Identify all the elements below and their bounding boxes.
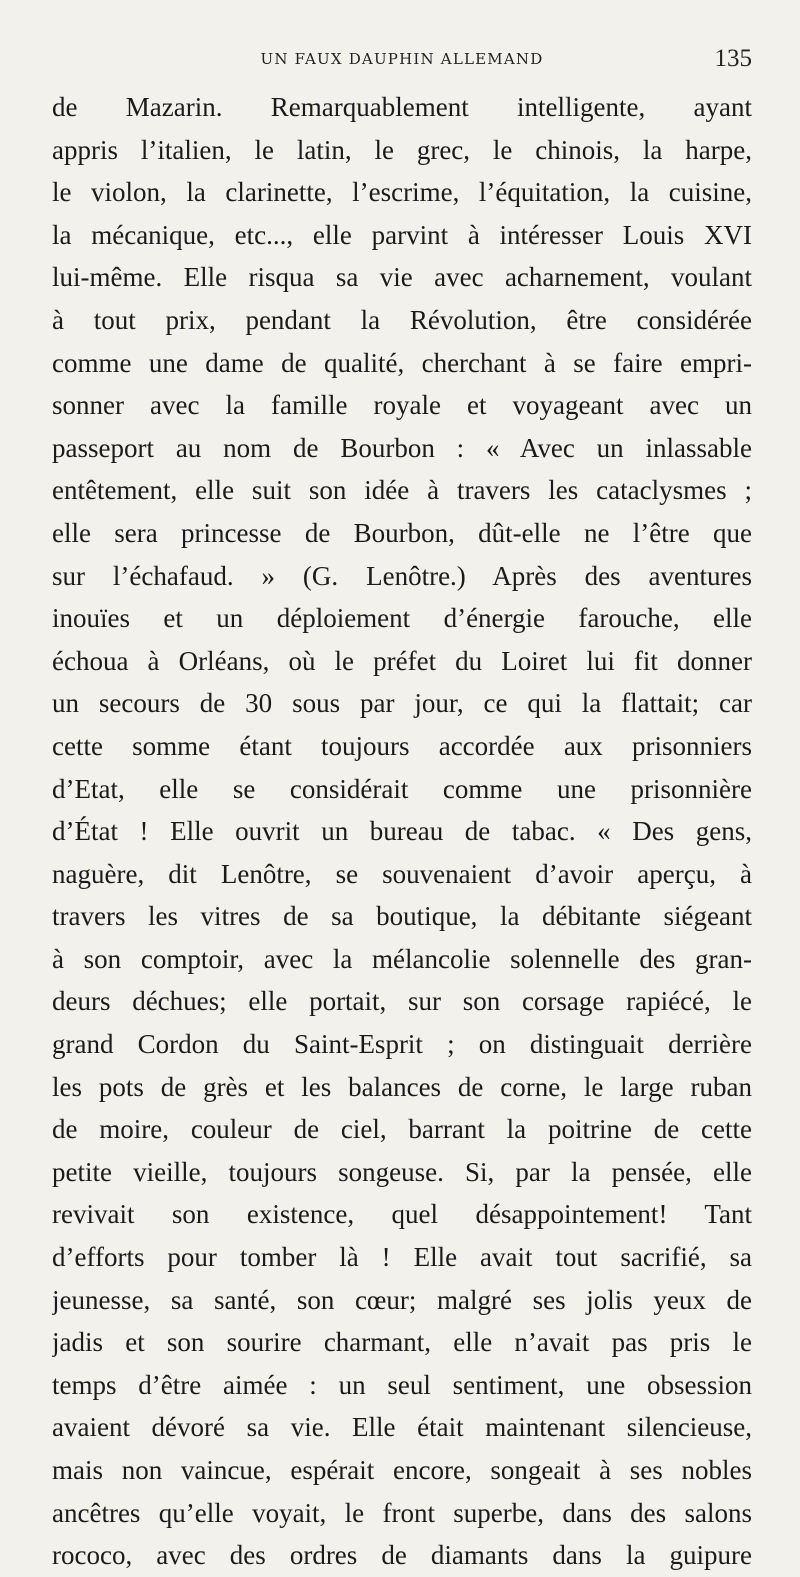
text-line: échoua à Orléans, où le préfet du Loiret lui fit donner bbox=[52, 645, 752, 676]
body-text bbox=[52, 86, 752, 1577]
running-head bbox=[52, 44, 752, 74]
text-line: mais non vaincue, espérait encore, songeait à ses nobles bbox=[52, 1455, 752, 1485]
text-line: elle sera princesse de Bourbon, dût-elle ne l’être que bbox=[52, 517, 752, 548]
text-line: de moire, couleur de ciel, barrant la poitrine de cette bbox=[52, 1114, 752, 1145]
text-line: le violon, la clarinette, l’escrime, l’équitation, la cuisine, bbox=[52, 177, 752, 208]
text-line: petite vieille, toujours songeuse. Si, par la pensée, elle bbox=[52, 1156, 752, 1187]
text-line: rococo, avec des ordres de diamants dans la guipure bbox=[52, 1540, 752, 1571]
text-line: ancêtres qu’elle voyait, le front superbe, dans des salons bbox=[52, 1497, 752, 1528]
text-line: sur l’échafaud. » (G. Lenôtre.) Après des aventures bbox=[52, 560, 752, 591]
text-line: de Mazarin. Remarquablement intelligente, ayant bbox=[52, 92, 752, 122]
text-line: jadis et son sourire charmant, elle n’avait pas pris le bbox=[52, 1327, 752, 1358]
text-line: d’efforts pour tomber là ! Elle avait tout sacrifié, sa bbox=[52, 1242, 752, 1273]
text-line: d’État ! Elle ouvrit un bureau de tabac. « Des gens, bbox=[52, 816, 752, 847]
text-line: passeport au nom de Bourbon : « Avec un inlassable bbox=[52, 432, 752, 463]
text-line: cette somme étant toujours accordée aux prisonniers bbox=[52, 730, 752, 761]
text-line: revivait son existence, quel désappointement! Tant bbox=[52, 1199, 752, 1230]
text-line: la mécanique, etc..., elle parvint à intéresser Louis XVI bbox=[52, 219, 752, 250]
text-line: les pots de grès et les balances de corne, le large ruban bbox=[52, 1071, 752, 1102]
text-line: entêtement, elle suit son idée à travers les cataclysmes ; bbox=[52, 475, 752, 506]
text-line: sonner avec la famille royale et voyageant avec un bbox=[52, 390, 752, 421]
text-line: temps d’être aimée : un seul sentiment, une obsession bbox=[52, 1369, 752, 1400]
text-line: avaient dévoré sa vie. Elle était maintenant silencieuse, bbox=[52, 1412, 752, 1443]
text-line: inouïes et un déploiement d’énergie farouche, elle bbox=[52, 603, 752, 634]
text-line: à son comptoir, avec la mélancolie solennelle des gran- bbox=[52, 943, 752, 974]
running-title: UN FAUX DAUPHIN ALLEMAND bbox=[260, 50, 544, 68]
text-line: appris l’italien, le latin, le grec, le chinois, la harpe, bbox=[52, 134, 752, 165]
text-line: d’Etat, elle se considérait comme une prisonnière bbox=[52, 773, 752, 804]
text-line: deurs déchues; elle portait, sur son corsage rapiécé, le bbox=[52, 986, 752, 1017]
page-number: 135 bbox=[714, 45, 752, 72]
text-line: grand Cordon du Saint-Esprit ; on distinguait derrière bbox=[52, 1029, 752, 1060]
text-line: jeunesse, sa santé, son cœur; malgré ses jolis yeux de bbox=[52, 1284, 752, 1315]
text-line: comme une dame de qualité, cherchant à se faire empri- bbox=[52, 347, 752, 378]
text-line: un secours de 30 sous par jour, ce qui la flattait; car bbox=[52, 688, 752, 719]
text-line: à tout prix, pendant la Révolution, être considérée bbox=[52, 304, 752, 335]
text-line: lui-même. Elle risqua sa vie avec acharnement, voulant bbox=[52, 262, 752, 293]
text-line: travers les vitres de sa boutique, la débitante siégeant bbox=[52, 901, 752, 932]
text-line: naguère, dit Lenôtre, se souvenaient d’avoir aperçu, à bbox=[52, 858, 752, 889]
